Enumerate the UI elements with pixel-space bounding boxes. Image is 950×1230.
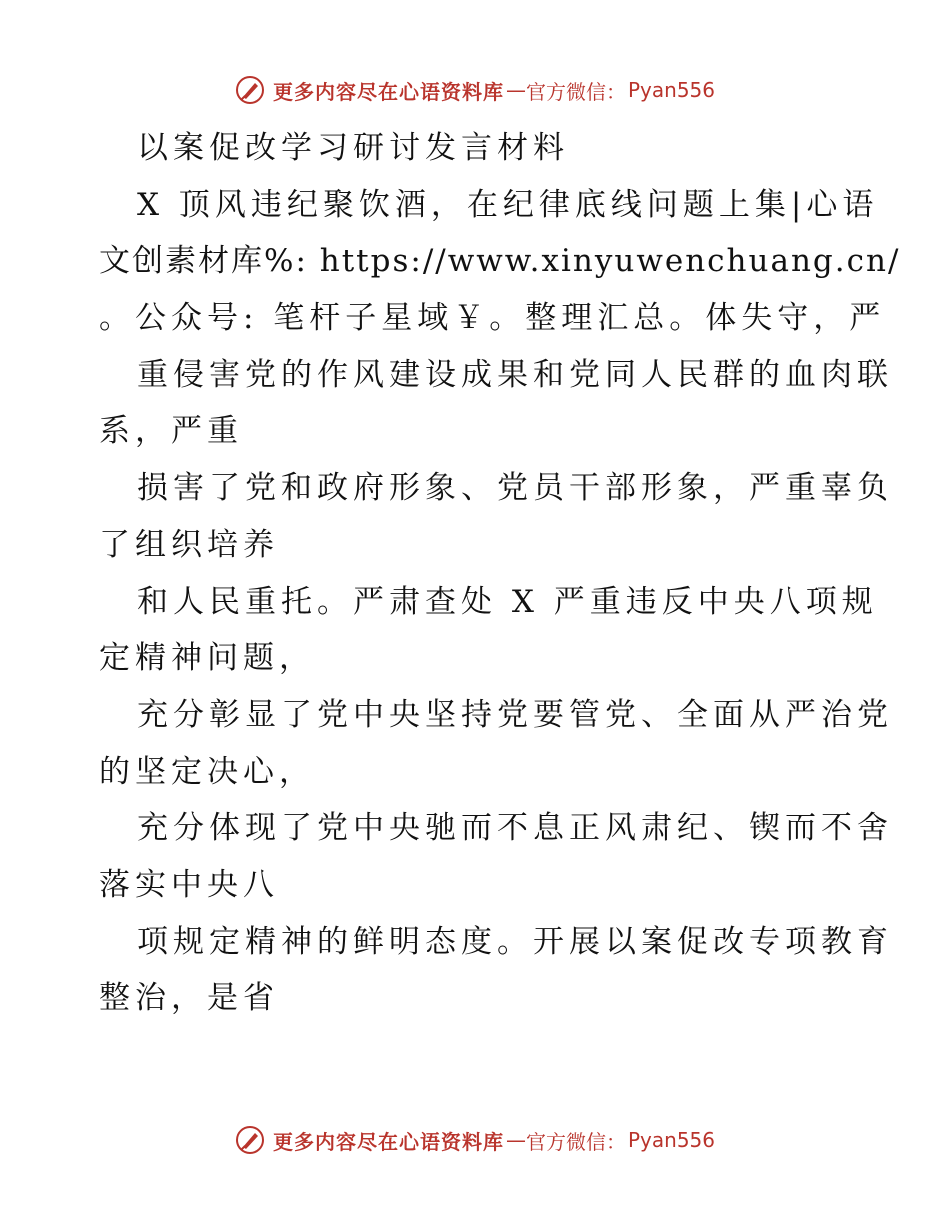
paragraph-line: 整治，是省 <box>99 980 279 1016</box>
watermark-dash: — <box>505 78 526 102</box>
paragraph-line: 充分体现了党中央驰而不息正风肃纪、锲而不舍 <box>137 810 893 846</box>
paragraph-line: 损害了党和政府形象、党员干部形象，严重辜负 <box>137 470 893 506</box>
paragraph-line: 系，严重 <box>99 413 243 449</box>
watermark-dash: — <box>505 1128 526 1152</box>
paragraph-line: 充分彰显了党中央坚持党要管党、全面从严治党 <box>137 697 893 733</box>
paragraph-line: 项规定精神的鲜明态度。开展以案促改专项教育 <box>137 924 893 960</box>
document-title: 以案促改学习研讨发言材料 <box>137 130 569 166</box>
paragraph-line: 和人民重托。严肃查处 X 严重违反中央八项规 <box>137 584 878 620</box>
paragraph-line: 落实中央八 <box>99 867 279 903</box>
watermark-wechat-id: Pyan556 <box>627 1128 715 1152</box>
paragraph-line: 的坚定决心， <box>99 754 315 790</box>
watermark-brand: 更多内容尽在心语资料库 <box>272 79 504 104</box>
paragraph-line: 重侵害党的作风建设成果和党同人民群的血肉联 <box>137 357 893 393</box>
paragraph-line: 定精神问题， <box>99 640 315 676</box>
watermark-wechat-id: Pyan556 <box>627 78 715 102</box>
watermark-suffix: 官方微信： <box>525 1129 626 1154</box>
paragraph-line: 。公众号: 笔杆子星域￥。整理汇总。体失守，严 <box>99 300 886 336</box>
paragraph-line: X 顶风违纪聚饮酒，在纪律底线问题上集|心语 <box>137 187 879 223</box>
paragraph-line: 文创素材库%: https://www.xinyuwenchuang.cn/ <box>99 243 901 279</box>
paragraph-line: 了组织培养 <box>99 527 279 563</box>
watermark-suffix: 官方微信： <box>525 79 626 104</box>
quill-pen-logo-icon <box>235 1125 265 1155</box>
header-watermark <box>0 72 950 108</box>
footer-watermark <box>0 1122 950 1158</box>
watermark-brand: 更多内容尽在心语资料库 <box>272 1129 504 1154</box>
quill-pen-logo-icon <box>235 75 265 105</box>
